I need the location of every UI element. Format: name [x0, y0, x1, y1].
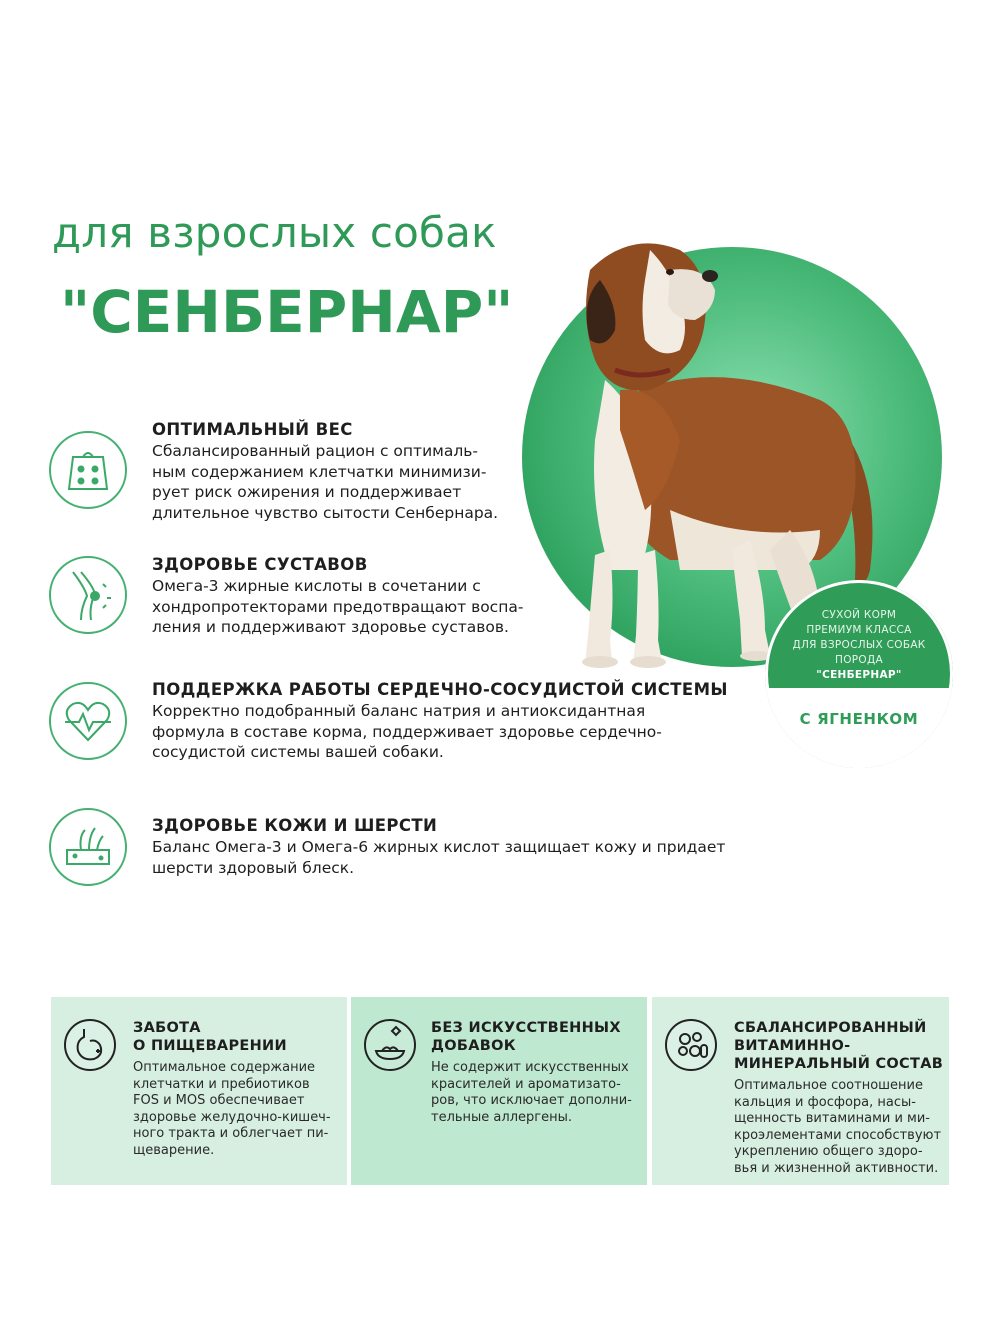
feature-weight — [152, 420, 498, 523]
joint-icon — [49, 556, 127, 634]
skin-coat-icon — [49, 808, 127, 886]
panel-digestion — [51, 997, 347, 1185]
badge-breed: "СЕНБЕРНАР" — [816, 669, 902, 681]
panel-text: Оптимальное соотношение кальция и фосфора, насы- щенность витаминами и ми- кроэлементами способствуют укреплению общего здоро- вья и жизненной активности. — [734, 1078, 942, 1176]
feature-title: ЗДОРОВЬЕ СУСТАВОВ — [152, 555, 368, 574]
badge-line: ДЛЯ ВЗРОСЛЫХ СОБАК — [792, 639, 926, 651]
product-badge — [765, 580, 953, 768]
feature-text: Баланс Омега-3 и Омега-6 жирных кислот защищает кожу и придает шерсти здоровый блеск. — [152, 838, 726, 877]
bowl-icon — [364, 1019, 416, 1071]
panel-title: СБАЛАНСИРОВАННЫЙ ВИТАМИННО- МИНЕРАЛЬНЫЙ СОСТАВ — [734, 1020, 944, 1072]
feature-title: ОПТИМАЛЬНЫЙ ВЕС — [152, 420, 353, 439]
feature-title: ЗДОРОВЬЕ КОЖИ И ШЕРСТИ — [152, 816, 438, 835]
heart-pulse-icon — [49, 682, 127, 760]
vitamins-icon — [665, 1019, 717, 1071]
panel-title: ЗАБОТА О ПИЩЕВАРЕНИИ — [133, 1020, 287, 1054]
panel-no-additives — [351, 997, 647, 1185]
feature-heart — [152, 680, 728, 763]
badge-line: СУХОЙ КОРМ — [821, 609, 897, 621]
badge-line: ПРЕМИУМ КЛАССА — [806, 624, 912, 636]
page-title: "СЕНБЕРНАР" — [60, 278, 514, 346]
feature-text: Омега-3 жирные кислоты в сочетании с хондропротекторами предотвращают воспа- ления и поддерживают здоровье суставов. — [152, 577, 524, 636]
panel-text: Не содержит искусственных красителей и ароматизато- ров, что исключает дополни- тельные аллергены. — [431, 1060, 632, 1125]
panel-vitamins — [652, 997, 949, 1185]
panel-title: БЕЗ ИСКУССТВЕННЫХ ДОБАВОК — [431, 1020, 621, 1054]
feature-skin — [152, 816, 725, 878]
panel-text: Оптимальное содержание клетчатки и пребиотиков FOS и MOS обеспечивает здоровье желудочно-кишеч- ного тракта и облегчает пи- щеварение. — [133, 1060, 331, 1158]
feature-title: ПОДДЕРЖКА РАБОТЫ СЕРДЕЧНО-СОСУДИСТОЙ СИСТЕМЫ — [152, 680, 728, 699]
scale-paws-icon — [49, 431, 127, 509]
stomach-icon — [64, 1019, 116, 1071]
page-subtitle: для взрослых собак — [52, 208, 497, 257]
badge-flavor: С ЯГНЕНКОМ — [765, 688, 953, 768]
feature-joints — [152, 555, 523, 638]
badge-line: ПОРОДА — [835, 654, 883, 666]
feature-text: Сбалансированный рацион с оптималь- ным содержанием клетчатки минимизи- рует риск ожирения и поддерживает длительное чувство сытости Сенбернара. — [152, 442, 499, 522]
feature-text: Корректно подобранный баланс натрия и антиоксидантная формула в составе корма, поддерживает здоровье сердечно- сосудистой системы вашей собаки. — [152, 702, 662, 761]
